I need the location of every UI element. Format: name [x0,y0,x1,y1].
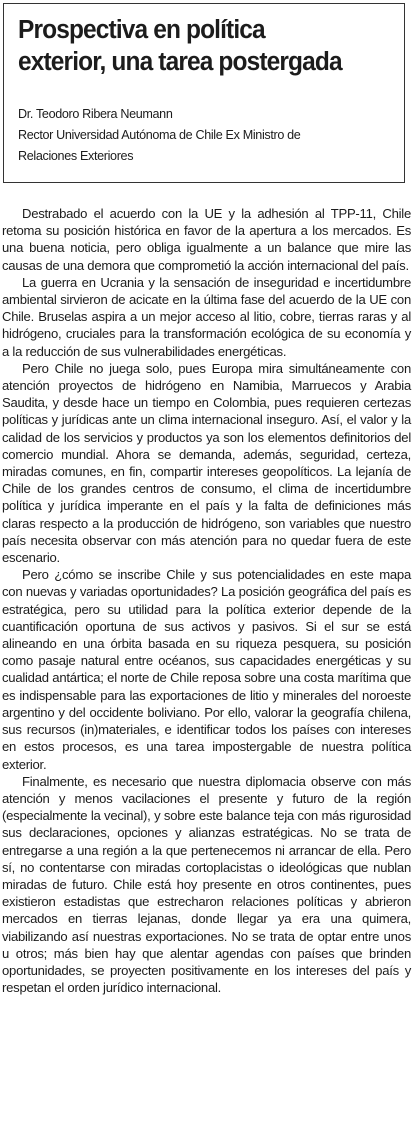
paragraph-3: Pero Chile no juega solo, pues Europa mira simultáneamente con atención proyectos de hidrógeno en Namibia, Marruecos y Arabia Saudita, y desde hace un tiempo en Colombia, pues requieren certezas políticas y jurídicas ante un clima internacional inseguro. Así, el valor y la calidad de los servicios y productos ya son los elementos definitorios del comercio mundial. Ahora se demanda, además, seguridad, certeza, miradas comunes, en fin, compartir intereses geopolíticos. La lejanía de Chile de los grandes centros de consumo, el clima de incertidumbre política y jurídica imperante en el país y la falta de definiciones más claras respecto a la producción de hidrógeno, son variables que nuestro país necesita observar con más atención para no quedar fuera de este escenario. [2,360,411,566]
author-name: Dr. Teodoro Ribera Neumann [18,107,173,121]
article-body [2,205,411,996]
paragraph-4: Pero ¿cómo se inscribe Chile y sus potencialidades en este mapa con nuevas y variadas oportunidades? La posición geográfica del país es estratégica, pero su utilidad para la política exterior depende de la cuantificación oportuna de sus activos y pasivos. Si el sur se está alineando en una órbita basada en su riqueza pesquera, su posición como pasaje natural entre océanos, sus capacidades energéticas y su cualidad antártica; el norte de Chile reposa sobre una costa marítima que es indispensable para las exportaciones de litio y minerales del noroeste argentino y del occidente boliviano. Por ello, valorar la geografía chilena, sus recursos (in)materiales, e identificar todos los países con intereses en estos procesos, es una tarea impostergable de nuestra política exterior. [2,567,411,772]
article-title [18,14,383,78]
byline [18,104,398,167]
title-line-1: Prospectiva en política [18,16,265,44]
paragraph-2: La guerra en Ucrania y la sensación de inseguridad e incertidumbre ambiental sirvieron de acicate en la última fase del acuerdo de la UE con Chile. Bruselas aspira a un mejor acceso al litio, cobre, tierras raras y al hidrógeno, cruciales para la transformación ecológica de su economía y a la reducción de sus vulnerabilidades energéticas. [2,274,411,359]
paragraph-1: Destrabado el acuerdo con la UE y la adhesión al TPP-11, Chile retoma su posición histórica en favor de la apertura a los mercados. Es una buena noticia, pero obliga igualmente a un balance que mire las causas de una demora que comprometió la acción internacional del país. [2,206,411,273]
title-line-2: exterior, una tarea postergada [18,48,342,76]
author-role-line-1: Rector Universidad Autónoma de Chile Ex Ministro de [18,128,301,142]
paragraph-5: Finalmente, es necesario que nuestra diplomacia observe con más atención y menos vacilaciones el presente y futuro de la región (especialmente la vecinal), y sobre este balance teja con más rigurosidad sus declaraciones, opciones y alianzas estratégicas. No se trata de entregarse a una región a la que pertenecemos ni arrancar de ella. Pero sí, no contentarse con miradas cortoplacistas o ideológicas que nublan miradas de futuro. Chile está hoy presente en otros continentes, pues existieron estadistas que estrecharon relaciones políticas y abrieron mercados en tierras lejanas, donde llegar ya era una quimera, viabilizando así nuestras exportaciones. No se trata de optar entre unos u otros; más bien hay que alentar agendas con países que brinden oportunidades, se proyecten positivamente en los intereses del país y respetan el orden jurídico internacional. [2,773,411,996]
author-role-line-2: Relaciones Exteriores [18,149,134,163]
